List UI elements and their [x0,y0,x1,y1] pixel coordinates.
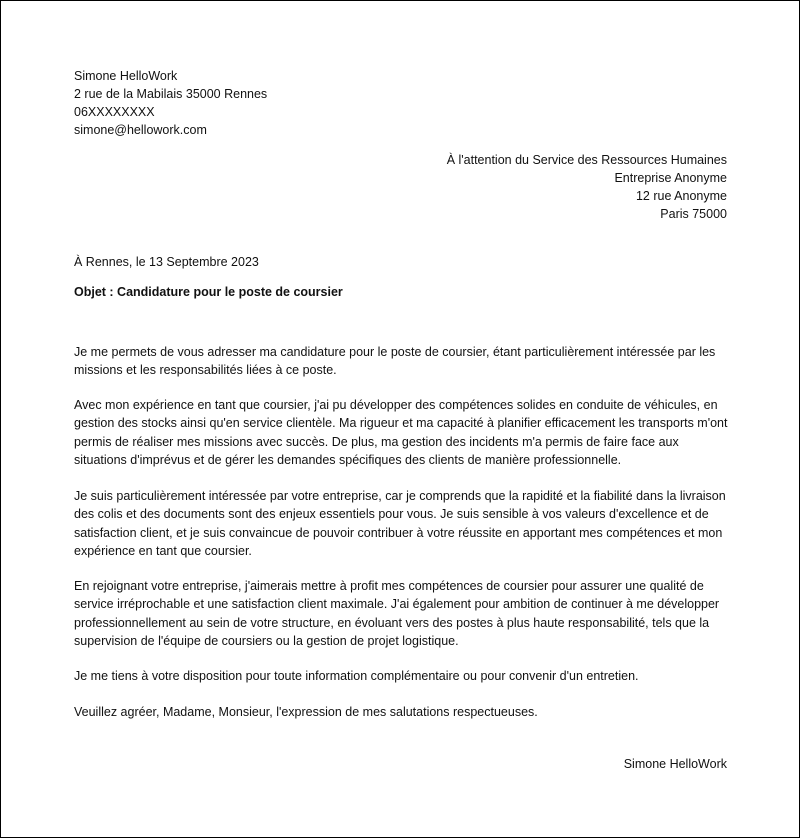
recipient-block [74,151,727,223]
signature: Simone HelloWork [623,757,727,771]
sender-address: 2 rue de la Mabilais 35000 Rennes [74,87,268,101]
sender-name: Simone HelloWork [74,69,178,83]
body-paragraph-availability: Je me tiens à votre disposition pour toute information complémentaire ou pour convenir d'un entretien. [74,669,639,683]
recipient-company: Entreprise Anonyme [614,171,727,185]
closing-formula: Veuillez agréer, Madame, Monsieur, l'expression de mes salutations respectueuses. [74,705,538,719]
body-paragraph-motivation: Je suis particulièrement intéressée par votre entreprise, car je comprends que la rapidité et la fiabilité dans la livraison des colis et des documents sont des enjeux essentiels pour vous. Je suis sensible à vos valeurs d'excellence et de satisfaction client, et je suis convaincue de pouvoir contribuer à votre réussite en apportant mes compétences et mon expérience en tant que coursier. [74,489,726,558]
recipient-city: Paris 75000 [660,207,727,221]
sender-phone: 06XXXXXXXX [74,105,155,119]
body-paragraph-experience: Avec mon expérience en tant que coursier, j'ai pu développer des compétences solides en conduite de véhicules, en gestion des stocks ainsi qu'en service clientèle. Ma rigueur et ma capacité à planifier efficacement les transports m'ont permis de réaliser mes missions avec succès. De plus, ma gestion des incidents m'a permis de faire face aux situations d'imprévus et de gérer les demandes spécifiques des clients de manière professionnelle. [74,398,728,467]
body-paragraph-ambition: En rejoignant votre entreprise, j'aimerais mettre à profit mes compétences de coursier pour assurer une qualité de service irréprochable et une satisfaction client maximale. J'ai également pour ambition de continuer à me développer professionnellement au sein de votre structure, en évoluant vers des postes à plus haute responsabilité, tels que la supervision de l'équipe de coursiers ou la gestion de projet logistique. [74,579,720,648]
sender-block [74,67,727,139]
subject-line: Objet : Candidature pour le poste de coursier [74,285,343,299]
body-paragraph-intro: Je me permets de vous adresser ma candidature pour le poste de coursier, étant particulièrement intéressée par les missions et les responsabilités liées à ce poste. [74,345,716,378]
recipient-street: 12 rue Anonyme [635,189,727,203]
recipient-attention: À l'attention du Service des Ressources Humaines [446,153,727,167]
sender-email: simone@hellowork.com [74,123,207,137]
date-line: À Rennes, le 13 Septembre 2023 [74,255,259,269]
